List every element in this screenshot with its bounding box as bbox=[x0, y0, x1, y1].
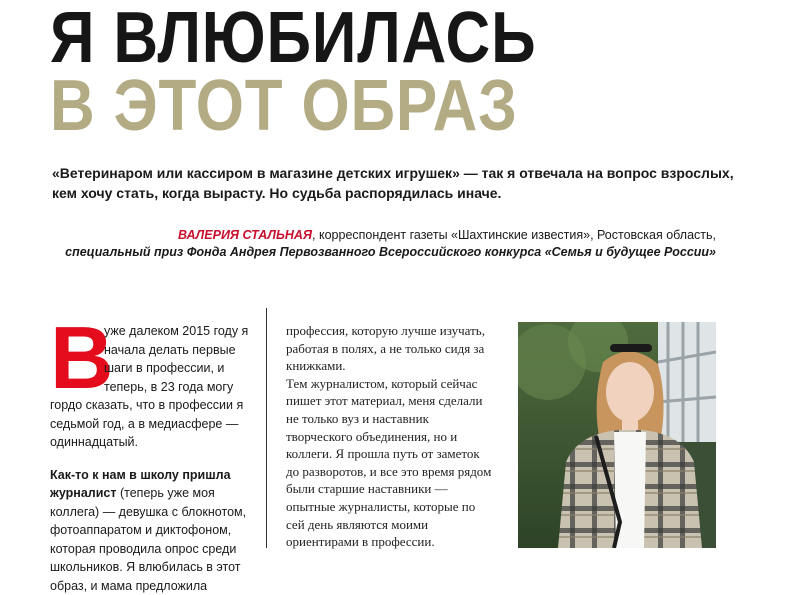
headline-line-1: Я ВЛЮБИЛАСЬ bbox=[50, 2, 537, 74]
paragraph-1: уже далеком 2015 году я начала делать первые шаги в профессии, и теперь, в 23 года могу гордо сказать, что в профессии я седьмой год, а в медиасфере — одиннадцатый. bbox=[50, 322, 250, 452]
headline-line-2: В ЭТОТ ОБРАЗ bbox=[50, 70, 518, 142]
article-column-2 bbox=[286, 322, 494, 551]
author-position: , корреспондент газеты «Шахтинские известия», Ростовская область, bbox=[312, 228, 716, 242]
award-line: специальный приз Фонда Андрея Первозванного Всероссийского конкурса «Семья и будущее России» bbox=[65, 243, 716, 261]
lead-paragraph: «Ветеринаром или кассиром в магазине детских игрушек» — так я отвечала на вопрос взрослых, кем хочу стать, когда вырасту. Но судьба распорядилась иначе. bbox=[52, 163, 742, 203]
byline bbox=[178, 226, 716, 244]
author-name: ВАЛЕРИЯ СТАЛЬНАЯ bbox=[178, 228, 312, 242]
paragraph-2-body: (теперь уже моя коллега) — девушка с блокнотом, фотоаппаратом и диктофоном, которая проводила опрос среди школьников. Я влюбилась в этот образ, и мама предложила bbox=[50, 486, 246, 593]
paragraph-3: профессия, которую лучше изучать, работая в полях, а не только сидя за книжками. bbox=[286, 322, 494, 375]
author-photo bbox=[518, 322, 716, 548]
paragraph-2-lead-in: Как-то к нам в школу пришла журналист bbox=[50, 468, 231, 501]
column-divider bbox=[266, 308, 267, 548]
drop-cap: В bbox=[50, 322, 96, 394]
paragraph-4: Тем журналистом, который сейчас пишет этот материал, меня сделали не только вуз и наставник творческого объединения, но и коллеги. Я прошла путь от заметок до разворотов, и все это время рядом были старшие наставники — опытные журналисты, которые по сей день являются моими ориентирами в профессии. bbox=[286, 375, 494, 551]
article-column-1 bbox=[50, 322, 250, 595]
paragraph-2 bbox=[50, 466, 250, 595]
author-portrait-image bbox=[518, 322, 716, 548]
